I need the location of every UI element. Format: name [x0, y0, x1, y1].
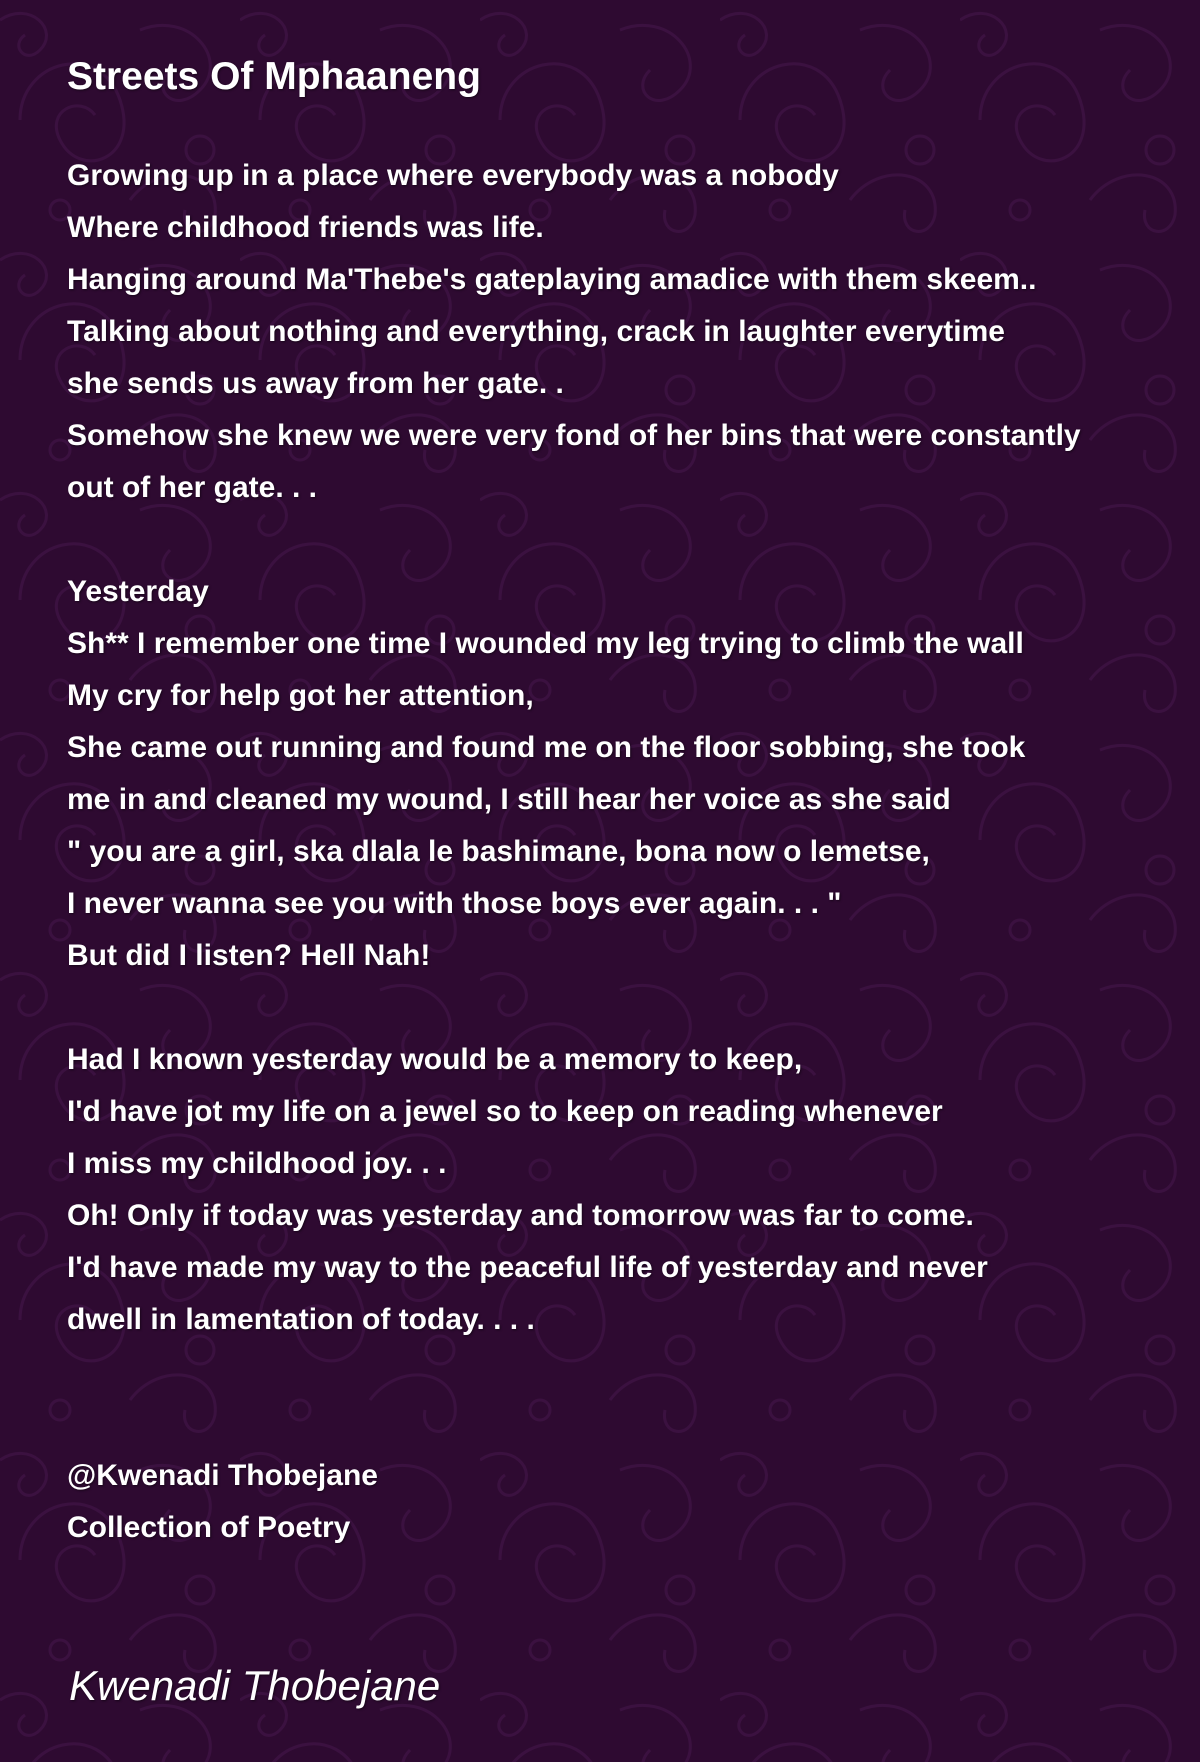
poem-title: Streets Of Mphaaneng	[67, 55, 481, 98]
poem-line: I'd have jot my life on a jewel so to keep on reading whenever	[67, 1095, 943, 1128]
poem-line: me in and cleaned my wound, I still hear her voice as she said	[67, 783, 951, 816]
poem-line: Sh** I remember one time I wounded my leg trying to climb the wall	[67, 627, 1024, 660]
poem-line: I never wanna see you with those boys ever again. . . "	[67, 887, 842, 920]
poem-line: Talking about nothing and everything, crack in laughter everytime	[67, 315, 1005, 348]
poem-line: Had I known yesterday would be a memory to keep,	[67, 1043, 803, 1076]
poem-line: She came out running and found me on the floor sobbing, she took	[67, 731, 1026, 764]
stanza-break	[67, 1398, 1187, 1450]
poem-line: Where childhood friends was life.	[67, 211, 544, 244]
poem-signature: @Kwenadi Thobejane	[67, 1459, 378, 1492]
poem-collection: Collection of Poetry	[67, 1511, 351, 1544]
stanza-break	[67, 1346, 1187, 1398]
poem-line: I miss my childhood joy. . .	[67, 1147, 447, 1180]
poem-line: My cry for help got her attention,	[67, 679, 534, 712]
poem-author: Kwenadi Thobejane	[69, 1662, 441, 1709]
poem-line: " you are a girl, ska dlala le bashimane, bona now o lemetse,	[67, 835, 930, 868]
poem-line: Growing up in a place where everybody was a nobody	[67, 159, 839, 192]
poem-line: out of her gate. . .	[67, 471, 318, 504]
poem-line: Hanging around Ma'Thebe's gateplaying amadice with them skeem..	[67, 263, 1037, 296]
poem-line: dwell in lamentation of today. . . .	[67, 1303, 535, 1336]
poem-line: But did I listen? Hell Nah!	[67, 939, 431, 972]
poem-line: Yesterday	[67, 575, 209, 608]
stanza-break	[67, 514, 1187, 566]
poem-line: she sends us away from her gate. .	[67, 367, 564, 400]
poem-line: Oh! Only if today was yesterday and tomorrow was far to come.	[67, 1199, 974, 1232]
stanza-break	[67, 982, 1187, 1034]
poem-body	[67, 150, 1187, 1554]
poem-line: I'd have made my way to the peaceful life of yesterday and never	[67, 1251, 988, 1284]
poem-line: Somehow she knew we were very fond of her bins that were constantly	[67, 419, 1081, 452]
